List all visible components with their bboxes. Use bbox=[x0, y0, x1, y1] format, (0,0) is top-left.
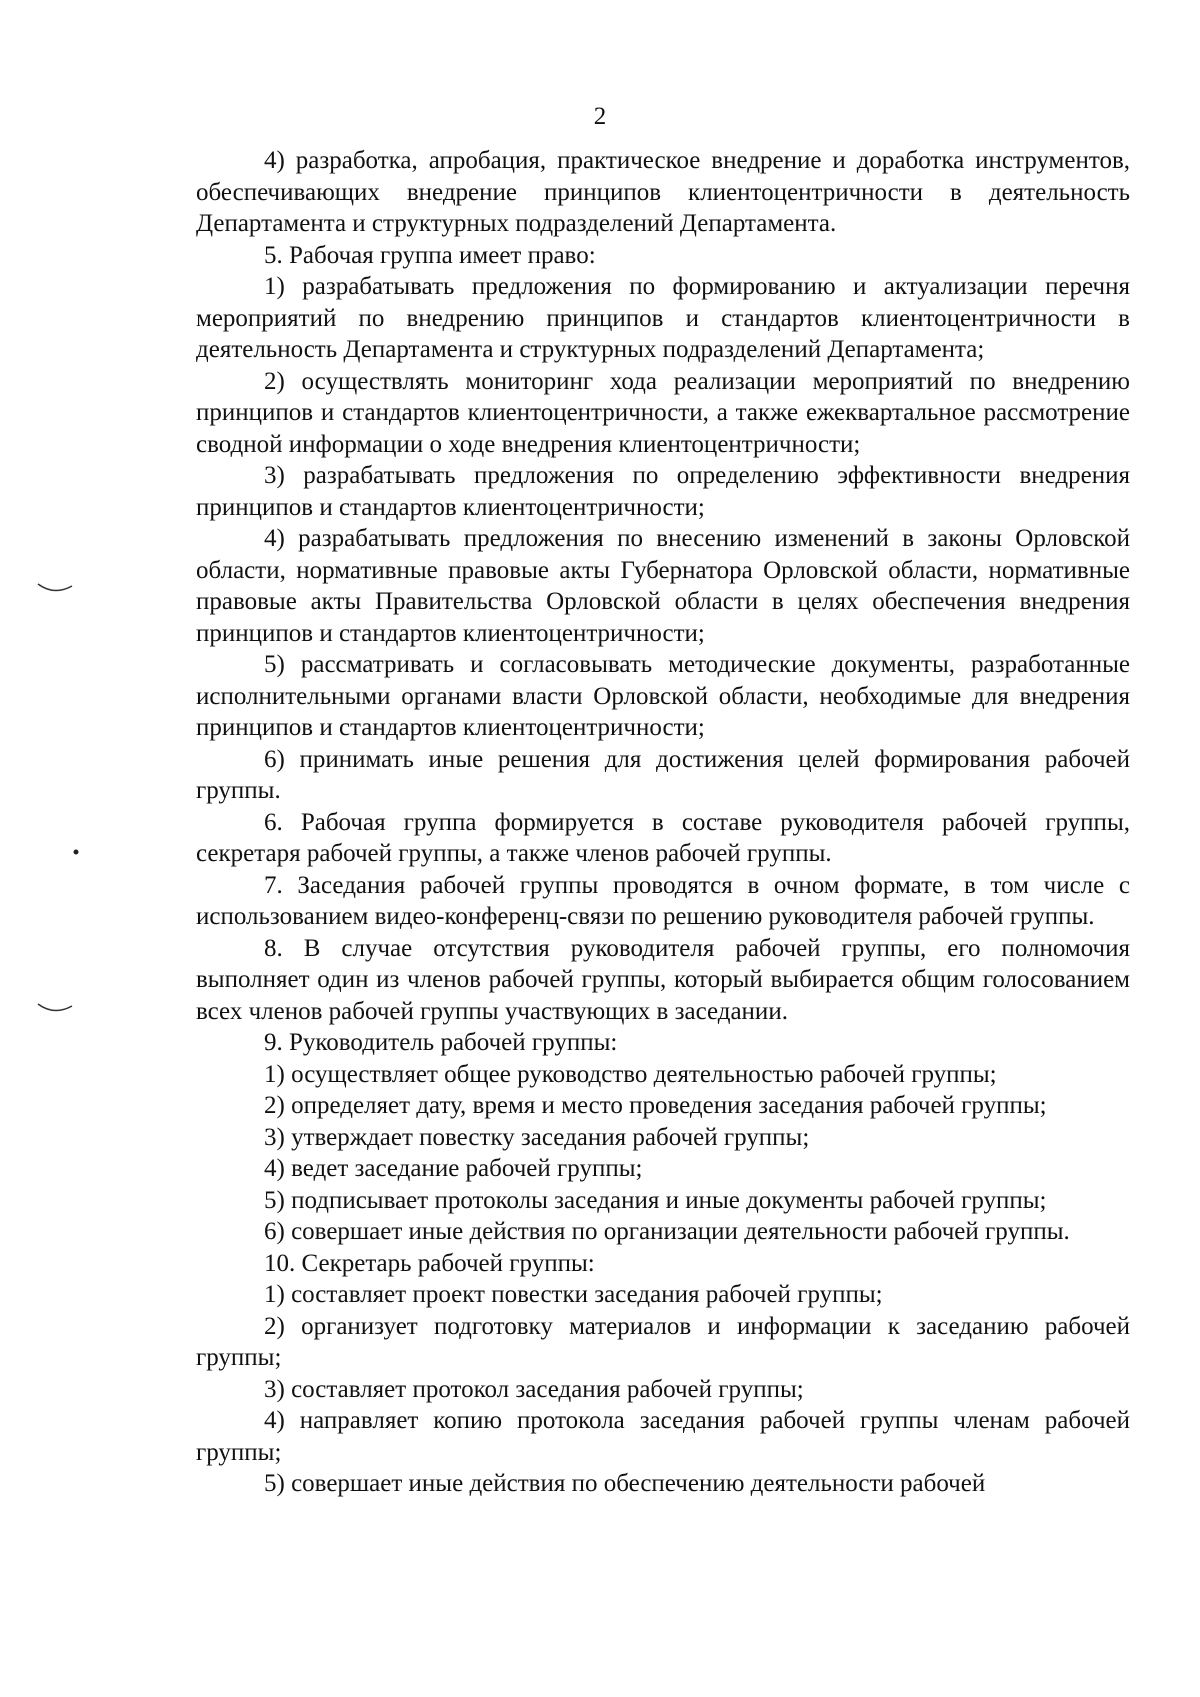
scan-mark bbox=[36, 582, 76, 596]
paragraph: 1) составляет проект повестки заседания рабочей группы; bbox=[264, 1281, 883, 1308]
paragraph: 5. Рабочая группа имеет право: bbox=[264, 241, 596, 269]
paragraph: 3) разрабатывать предложения по определению эффективности внедрения принципов и стандартов клиентоцентричности; bbox=[196, 462, 1130, 521]
document-body bbox=[196, 145, 1130, 1500]
paragraph: 4) разрабатывать предложения по внесению изменений в законы Орловской области, нормативные правовые акты Губернатора Орловской области, нормативные правовые акты Правительства Орловской области в целях обеспечения внедрения принципов и стандартов клиентоцентричности; bbox=[196, 525, 1130, 647]
paragraph: 2) организует подготовку материалов и информации к заседанию рабочей группы; bbox=[196, 1312, 1130, 1371]
paragraph: 6. Рабочая группа формируется в составе руководителя рабочей группы, секретаря рабочей группы, а также членов рабочей группы. bbox=[196, 808, 1130, 867]
paragraph: 4) разработка, апробация, практическое внедрение и доработка инструментов, обеспечивающих внедрение принципов клиентоцентричности в деятельность Департамента и структурных подразделений Департамента. bbox=[196, 147, 1130, 237]
paragraph: 3) утверждает повестку заседания рабочей группы; bbox=[264, 1123, 810, 1151]
paragraph: 7. Заседания рабочей группы проводятся в очном формате, в том числе с использованием видео-конференц-связи по решению руководителя рабочей группы. bbox=[196, 871, 1130, 930]
paragraph: 5) подписывает протоколы заседания и иные документы рабочей группы; bbox=[264, 1186, 1047, 1214]
paragraph: 5) рассматривать и согласовывать методические документы, разработанные исполнительными органами власти Орловской области, необходимые для внедрения принципов и стандартов клиентоцентричности; bbox=[196, 651, 1130, 741]
page-number: 2 bbox=[593, 103, 607, 130]
paragraph: 8. В случае отсутствия руководителя рабочей группы, его полномочия выполняет один из членов рабочей группы, который выбирается общим голосованием всех членов рабочей группы участвующих в заседании. bbox=[196, 934, 1130, 1025]
paragraph: 2) осуществлять мониторинг хода реализации мероприятий по внедрению принципов и стандартов клиентоцентричности, а также ежеквартальное рассмотрение сводной информации о ходе внедрения клиентоцентричности; bbox=[196, 367, 1130, 458]
paragraph: 4) ведет заседание рабочей группы; bbox=[264, 1155, 643, 1182]
paragraph: 2) определяет дату, время и место проведения заседания рабочей группы; bbox=[264, 1092, 1047, 1119]
scan-dot bbox=[72, 848, 80, 856]
paragraph: 6) принимать иные решения для достижения целей формирования рабочей группы. bbox=[196, 745, 1130, 804]
scan-mark bbox=[36, 1002, 76, 1016]
paragraph: 9. Руководитель рабочей группы: bbox=[264, 1029, 618, 1056]
paragraph: 1) разрабатывать предложения по формированию и актуализации перечня мероприятий по внедрению принципов и стандартов клиентоцентричности в деятельность Департамента и структурных подразделений Департамента; bbox=[196, 273, 1130, 363]
paragraph: 10. Секретарь рабочей группы: bbox=[264, 1249, 595, 1277]
paragraph: 3) составляет протокол заседания рабочей группы; bbox=[264, 1375, 804, 1403]
paragraph: 4) направляет копию протокола заседания рабочей группы членам рабочей группы; bbox=[196, 1407, 1130, 1466]
paragraph: 6) совершает иные действия по организации деятельности рабочей группы. bbox=[264, 1218, 1070, 1245]
paragraph: 5) совершает иные действия по обеспечению деятельности рабочей bbox=[264, 1470, 986, 1497]
paragraph: 1) осуществляет общее руководство деятельностью рабочей группы; bbox=[264, 1060, 997, 1088]
